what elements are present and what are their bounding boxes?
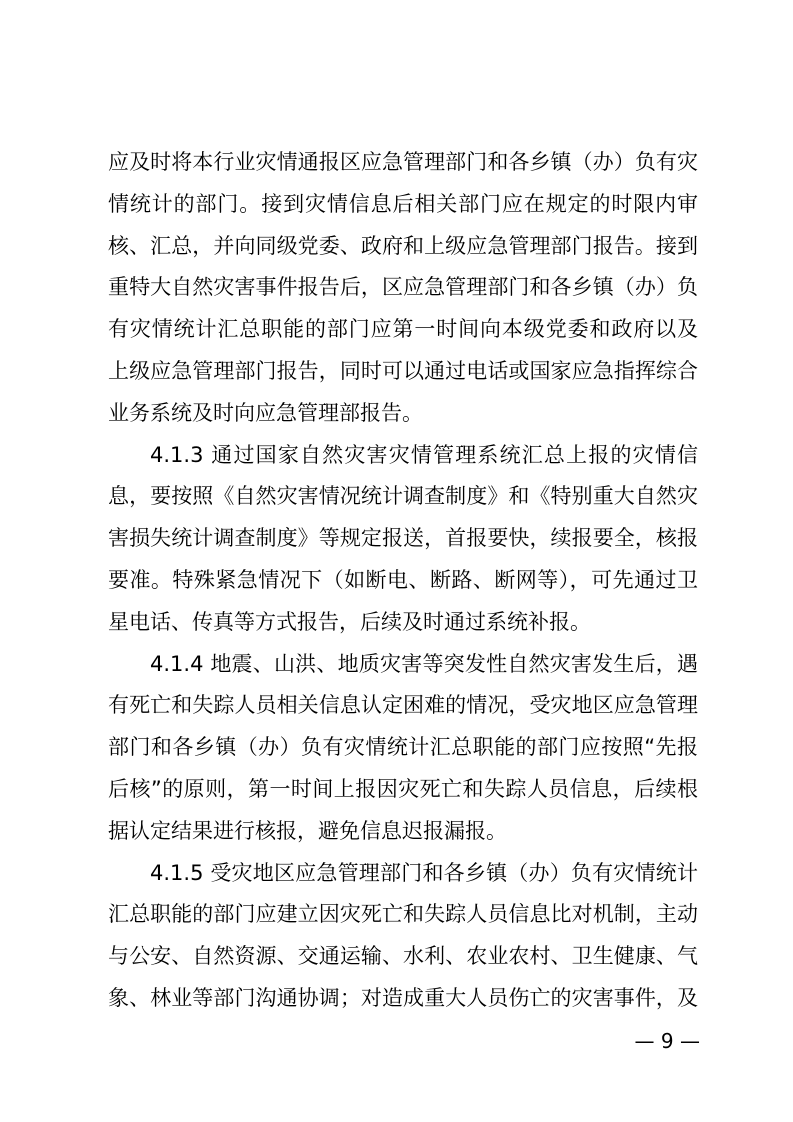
text-line: 与公安、自然资源、交通运输、水利、农业农村、卫生健康、气 bbox=[108, 944, 698, 969]
text-line: 应及时将本行业灾情通报区应急管理部门和各乡镇（办）负有灾 bbox=[108, 150, 698, 174]
text-line: 有灾情统计汇总职能的部门应第一时间向本级党委和政府以及 bbox=[108, 317, 698, 342]
text-line: 星电话、传真等方式报告，后续及时通过系统补报。 bbox=[108, 609, 591, 634]
text-line: 上级应急管理部门报告，同时可以通过电话或国家应急指挥综合 bbox=[108, 358, 698, 383]
text-line: 部门和各乡镇（办）负有灾情统计汇总职能的部门应按照“先报 bbox=[108, 735, 698, 760]
body-text bbox=[108, 142, 698, 1020]
text-line: 核、汇总，并向同级党委、政府和上级应急管理部门报告。接到 bbox=[108, 233, 698, 258]
text-line: 汇总职能的部门应建立因灾死亡和失踪人员信息比对机制，主动 bbox=[108, 902, 698, 927]
page-number: — 9 — bbox=[634, 1029, 700, 1053]
text-line: 象、林业等部门沟通协调；对造成重大人员伤亡的灾害事件，及 bbox=[108, 985, 698, 1010]
section-4-1-3-heading-line: 4.1.3 通过国家自然灾害灾情管理系统汇总上报的灾情信 bbox=[150, 442, 698, 467]
section-4-1-4-heading-line: 4.1.4 地震、山洪、地质灾害等突发性自然灾害发生后，遇 bbox=[150, 651, 698, 676]
text-line: 要准。特殊紧急情况下（如断电、断路、断网等），可先通过卫 bbox=[108, 567, 698, 592]
text-line: 情统计的部门。接到灾情信息后相关部门应在规定的时限内审 bbox=[108, 191, 698, 216]
text-line: 害损失统计调查制度》等规定报送，首报要快，续报要全，核报 bbox=[108, 526, 698, 551]
text-line: 后核”的原则，第一时间上报因灾死亡和失踪人员信息，后续根 bbox=[108, 776, 698, 801]
section-4-1-5-heading-line: 4.1.5 受灾地区应急管理部门和各乡镇（办）负有灾情统计 bbox=[150, 860, 698, 885]
text-line: 据认定结果进行核报，避免信息迟报漏报。 bbox=[108, 818, 507, 843]
text-line: 重特大自然灾害事件报告后，区应急管理部门和各乡镇（办）负 bbox=[108, 275, 698, 300]
text-line: 息，要按照《自然灾害情况统计调查制度》和《特别重大自然灾 bbox=[108, 484, 698, 509]
text-line: 业务系统及时向应急管理部报告。 bbox=[108, 400, 423, 425]
text-line: 有死亡和失踪人员相关信息认定困难的情况，受灾地区应急管理 bbox=[108, 693, 698, 718]
